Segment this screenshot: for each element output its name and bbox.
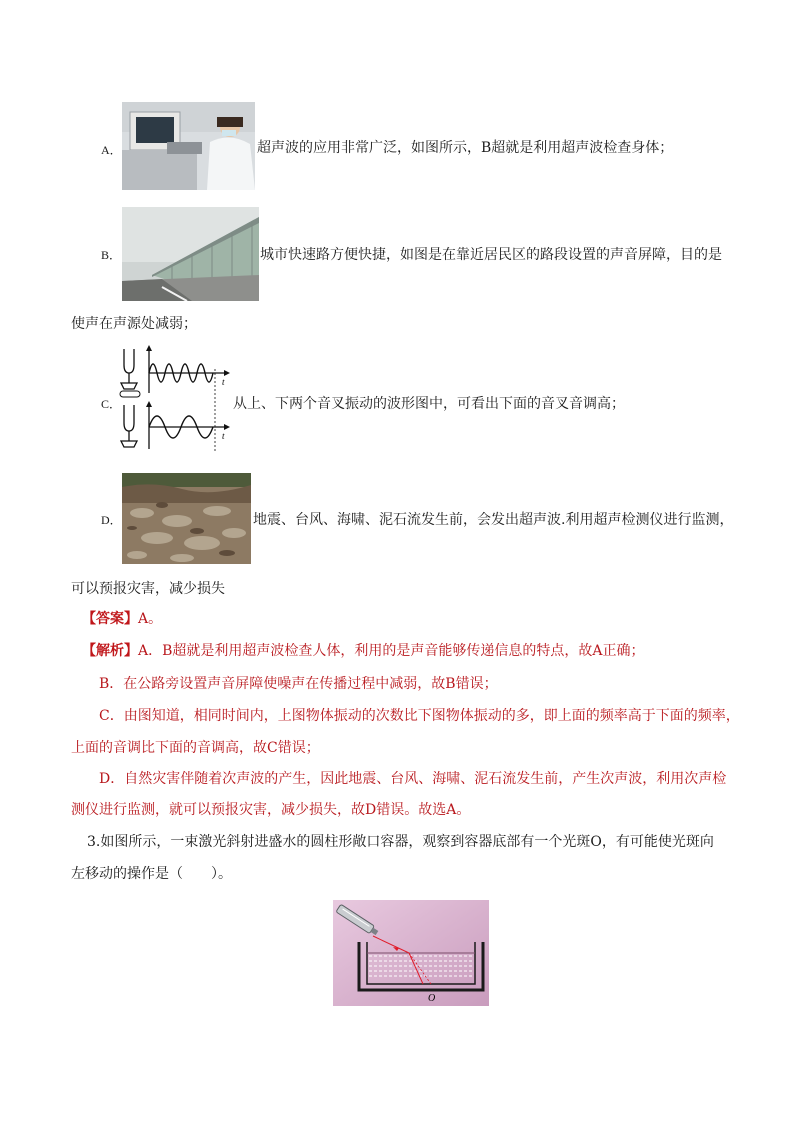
option-d-text-continued: 可以预报灾害，减少损失	[71, 581, 225, 597]
analysis-line-3a: C．由图知道，相同时间内，上图物体振动的次数比下图物体振动的多，即上面的频率高于下面的频率，	[99, 708, 740, 724]
spot-label-o: O	[428, 993, 436, 1004]
question-3-line-2: 左移动的操作是（ ）。	[71, 866, 232, 882]
analysis-line-4b: 测仪进行监测，就可以预报灾害，减少损失，故D错误。故选A。	[71, 802, 471, 818]
option-b-text: 城市快速路方便快捷，如图是在靠近居民区的路段设置的声音屏障，目的是	[260, 247, 722, 263]
analysis-label: 【解析】	[82, 643, 138, 659]
analysis-text-a: A．B超就是利用超声波检查人体，利用的是声音能够传递信息的特点，故A正确；	[138, 643, 645, 659]
analysis-line-3b: 上面的音调比下面的音调高，故C错误；	[71, 740, 320, 756]
option-d-letter: D．	[101, 513, 122, 527]
noise-barrier-photo	[122, 207, 259, 301]
answer-value: A。	[138, 611, 163, 627]
analysis-line-4a: D．自然灾害伴随着次声波的产生，因此地震、台风、海啸、泥石流发生前，产生次声波，利用次声检	[99, 771, 727, 787]
option-b-letter: B．	[101, 248, 122, 262]
option-c-letter: C．	[101, 397, 122, 411]
answer-line	[82, 609, 162, 629]
answer-label: 【答案】	[82, 611, 138, 627]
option-a-letter: A．	[101, 143, 122, 157]
analysis-line-1	[82, 641, 645, 661]
axis-label-top: t	[222, 377, 225, 387]
option-b-text-continued: 使声在声源处减弱；	[71, 316, 197, 332]
question-3-line-1: 3.如图所示，一束激光斜射进盛水的圆柱形敞口容器，观察到容器底部有一个光斑O，有可能使光斑向	[87, 834, 714, 850]
tuning-fork-waveforms	[118, 343, 232, 453]
mudslide-photo	[122, 473, 251, 564]
option-c-text: 从上、下两个音叉振动的波形图中，可看出下面的音叉音调高；	[233, 396, 625, 412]
option-a-text: 超声波的应用非常广泛，如图所示，B超就是利用超声波检查身体；	[257, 140, 674, 156]
option-d-text: 地震、台风、海啸、泥石流发生前，会发出超声波.利用超声检测仪进行监测，	[253, 512, 734, 528]
analysis-line-2: B．在公路旁设置声音屏障使噪声在传播过程中减弱，故B错误；	[99, 676, 498, 692]
ultrasound-exam-photo	[122, 102, 255, 190]
axis-label-bottom: t	[222, 431, 225, 441]
laser-container-figure	[333, 900, 489, 1006]
